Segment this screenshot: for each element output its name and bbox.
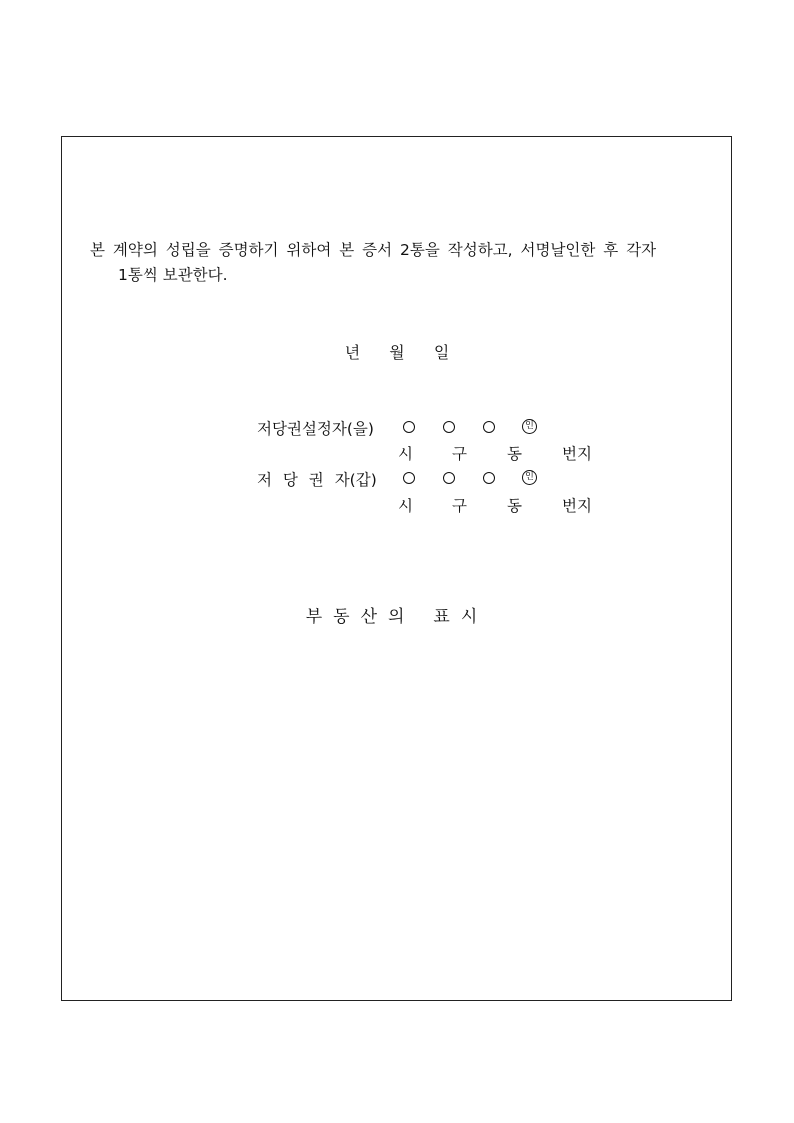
party-b-addr-lot: 번지 (562, 445, 592, 463)
property-section-title (0, 602, 794, 627)
section-title-part2: 표시 (433, 607, 489, 627)
date-line (0, 340, 794, 363)
party-b-addr-dong: 동 (507, 445, 522, 463)
name-blank-circle-6 (483, 472, 495, 484)
party-a-addr-city: 시 (398, 497, 413, 515)
seal-mark-icon: 인 (522, 419, 537, 434)
section-title-part1: 부동산의 (305, 607, 416, 627)
party-a-addr-district: 구 (452, 497, 467, 515)
name-blank-circle-5 (443, 472, 455, 484)
date-month: 월 (389, 343, 405, 362)
name-blank-circle-2 (443, 421, 455, 433)
name-blank-circle-3 (483, 421, 495, 433)
date-year: 년 (344, 343, 361, 362)
party-a-addr-lot: 번지 (562, 497, 592, 515)
name-blank-circle-1 (403, 421, 415, 433)
party-b-addr-district: 구 (452, 445, 467, 463)
party-a-label: 저 당 권 자(갑) (257, 471, 377, 489)
party-a-addr-dong: 동 (507, 497, 522, 515)
statement-line-1: 본 계약의 성립을 증명하기 위하여 본 증서 2통을 작성하고, 서명날인한 후 각자 (90, 241, 657, 259)
party-b-label: 저당권설정자(을) (257, 420, 374, 438)
contract-statement (90, 238, 708, 288)
date-day: 일 (433, 343, 450, 362)
party-b-addr-city: 시 (398, 445, 413, 463)
name-blank-circle-4 (403, 472, 415, 484)
statement-line-2: 1통씩 보관한다. (118, 266, 228, 284)
seal-mark-icon: 인 (522, 470, 537, 485)
